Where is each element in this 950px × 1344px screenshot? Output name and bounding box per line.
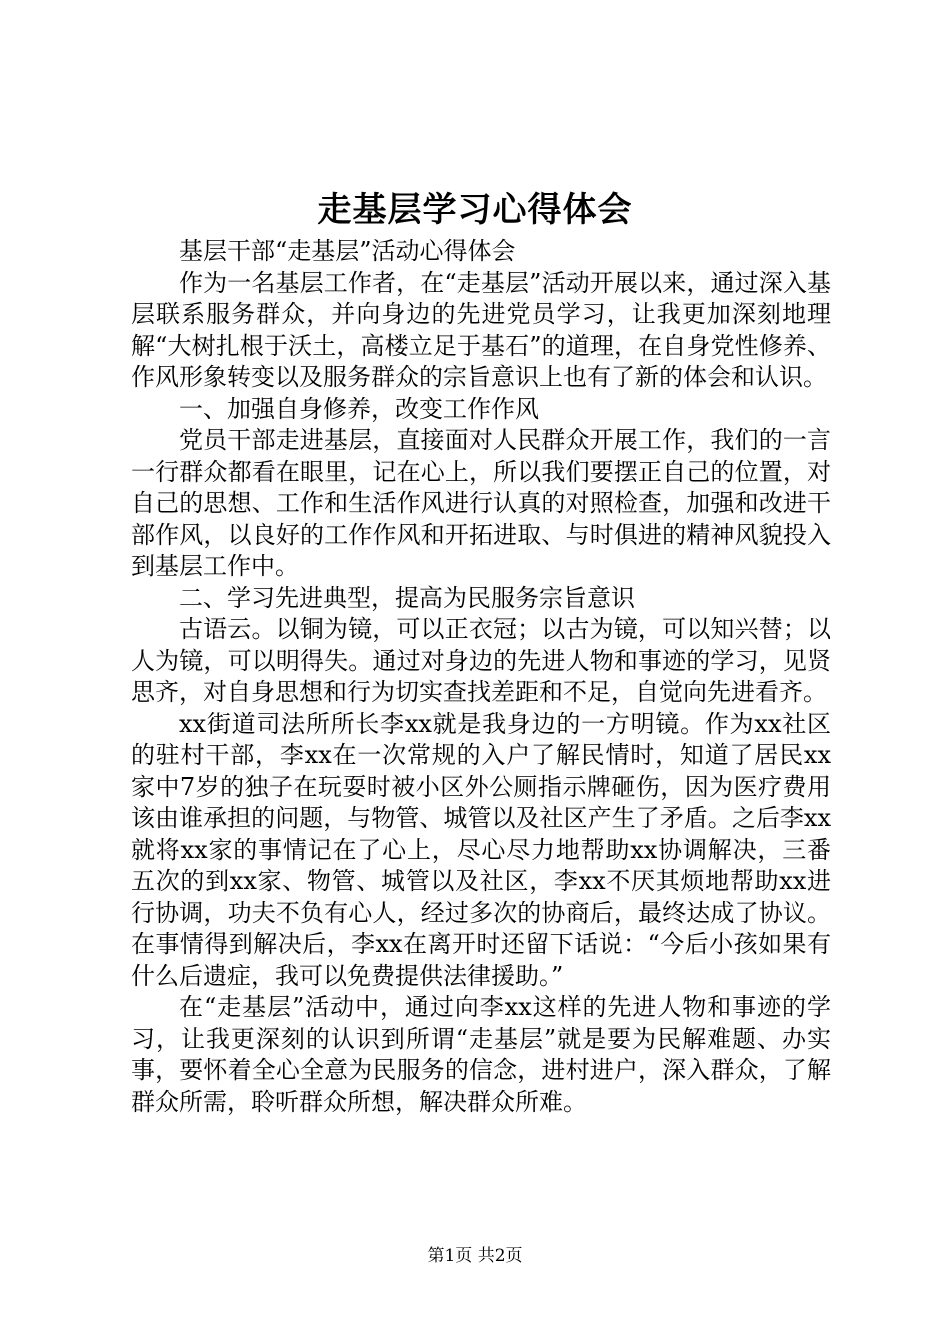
document-title: 走基层学习心得体会 — [317, 190, 633, 230]
intro-paragraph: 作为一名基层工作者，在“走基层”活动开展以来，通过深入基层联系服务群众，并向身边的先进党员学习，让我更加深刻地理解“大树扎根于沃土，高楼立足于基石”的道理，在自身党性修养、作风形象转变以及服务群众的宗旨意识上也有了新的体会和认识。 — [131, 268, 831, 391]
section-heading-1: 一、加强自身修养，改变工作作风 — [179, 394, 539, 423]
section-1-paragraph: 党员干部走进基层，直接面对人民群众开展工作，我们的一言一行群众都看在眼里，记在心上，所以我们要摆正自己的位置，对自己的思想、工作和生活作风进行认真的对照检查，加强和改进干部作风，以良好的工作作风和开拓进取、与时俱进的精神风貌投入到基层工作中。 — [131, 426, 831, 580]
subtitle-paragraph: 基层干部“走基层”活动心得体会 — [179, 237, 516, 265]
document-body — [131, 236, 831, 1118]
section-2-paragraph-2: xx街道司法所所长李xx就是我身边的一方明镜。作为xx社区的驻村干部，李xx在一次常规的入户了解民情时，知道了居民xx家中7岁的独子在玩耍时被小区外公厕指示牌砸伤，因为医疗费用该由谁承担的问题，与物管、城管以及社区产生了矛盾。之后李xx就将xx家的事情记在了心上，尽心尽力地帮助xx协调解决，三番五次的到xx家、物管、城管以及社区，李xx不厌其烦地帮助xx进行协调，功夫不负有心人，经过多次的协商后，最终达成了协议。在事情得到解决后，李xx在离开时还留下话说：“今后小孩如果有什么后遗症，我可以免费提供法律援助。” — [131, 709, 831, 990]
section-heading-2: 二、学习先进典型，提高为民服务宗旨意识 — [179, 583, 635, 612]
section-2-paragraph-3: 在“走基层”活动中，通过向李xx这样的先进人物和事迹的学习，让我更深刻的认识到所谓“走基层”就是要为民解难题、办实事，要怀着全心全意为民服务的信念，进村进户，深入群众，了解群众所需，聆听群众所想，解决群众所难。 — [131, 993, 831, 1116]
section-2-paragraph-1: 古语云。以铜为镜，可以正衣冠；以古为镜，可以知兴替；以人为镜，可以明得失。通过对身边的先进人物和事迹的学习，见贤思齐，对自身思想和行为切实查找差距和不足，自觉向先进看齐。 — [131, 615, 831, 706]
page-number-footer: 第1页 共2页 — [427, 1246, 523, 1266]
